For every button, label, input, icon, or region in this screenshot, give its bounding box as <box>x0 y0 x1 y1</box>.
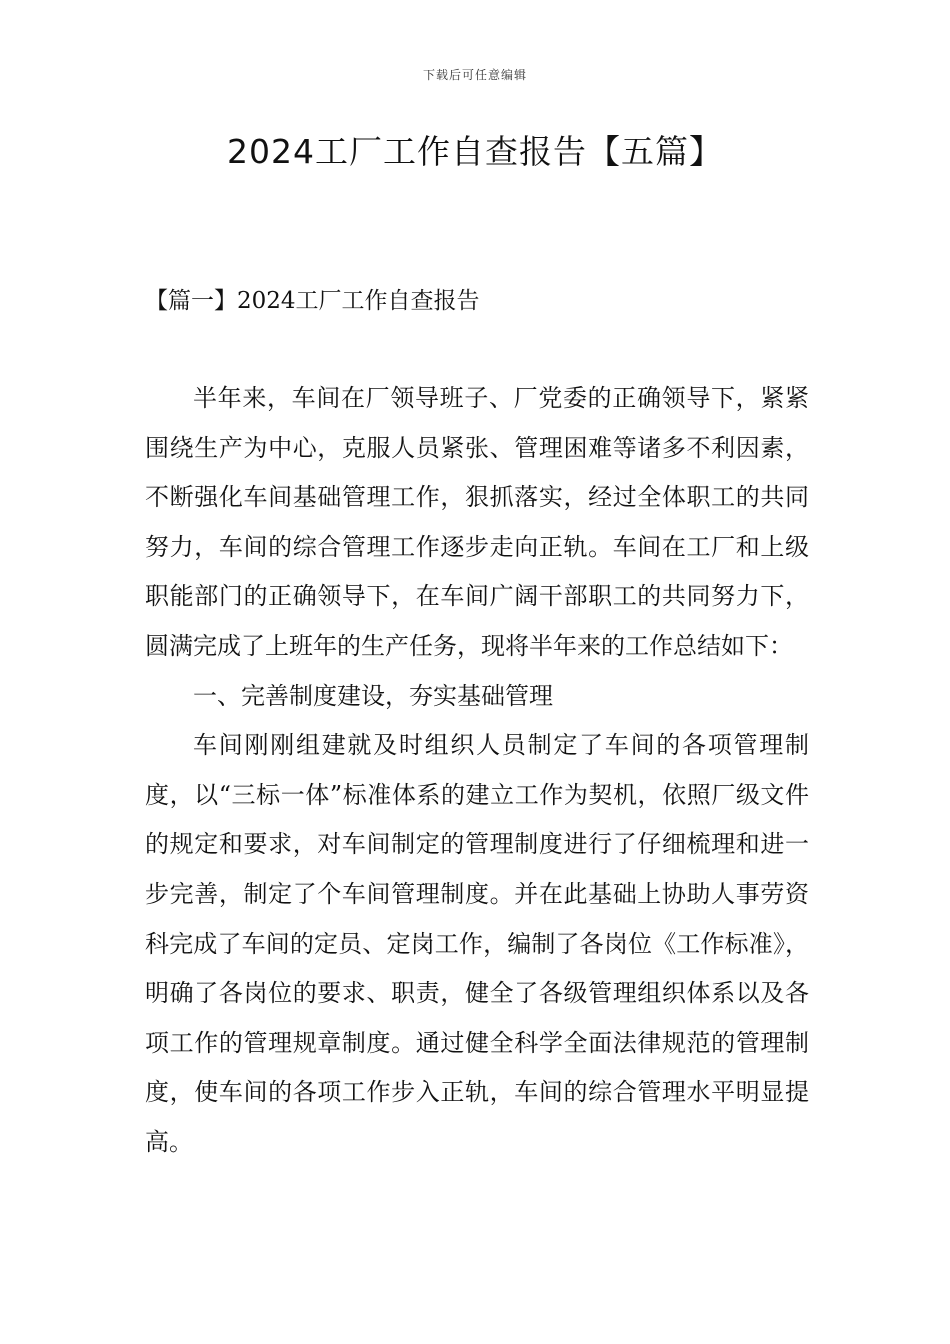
paragraph-intro: 半年来，车间在厂领导班子、厂党委的正确领导下，紧紧围绕生产为中心，克服人员紧张、管理困难等诸多不利因素，不断强化车间基础管理工作，狠抓落实，经过全体职工的共同努力，车间的综合管理工作逐步走向正轨。车间在工厂和上级职能部门的正确领导下，在车间广阔干部职工的共同努力下，圆满完成了上班年的生产任务，现将半年来的工作总结如下： <box>145 384 809 660</box>
paragraph-subheading: 一、完善制度建设，夯实基础管理 <box>193 681 553 710</box>
document-title: 2024工厂工作自查报告【五篇】 <box>227 132 723 171</box>
section-heading: 【篇一】2024工厂工作自查报告 <box>145 288 480 314</box>
header-note: 下载后可任意编辑 <box>422 68 527 82</box>
document-body <box>145 374 809 1168</box>
paragraph-system-building: 车间刚刚组建就及时组织人员制定了车间的各项管理制度，以“三标一体”标准体系的建立工作为契机，依照厂级文件的规定和要求，对车间制定的管理制度进行了仔细梳理和进一步完善，制定了个车间管理制度。并在此基础上协助人事劳资科完成了车间的定员、定岗工作，编制了各岗位《工作标准》，明确了各岗位的要求、职责，健全了各级管理组织体系以及各项工作的管理规章制度。通过健全科学全面法律规范的管理制度，使车间的各项工作步入正轨，车间的综合管理水平明显提高。 <box>145 731 809 1156</box>
